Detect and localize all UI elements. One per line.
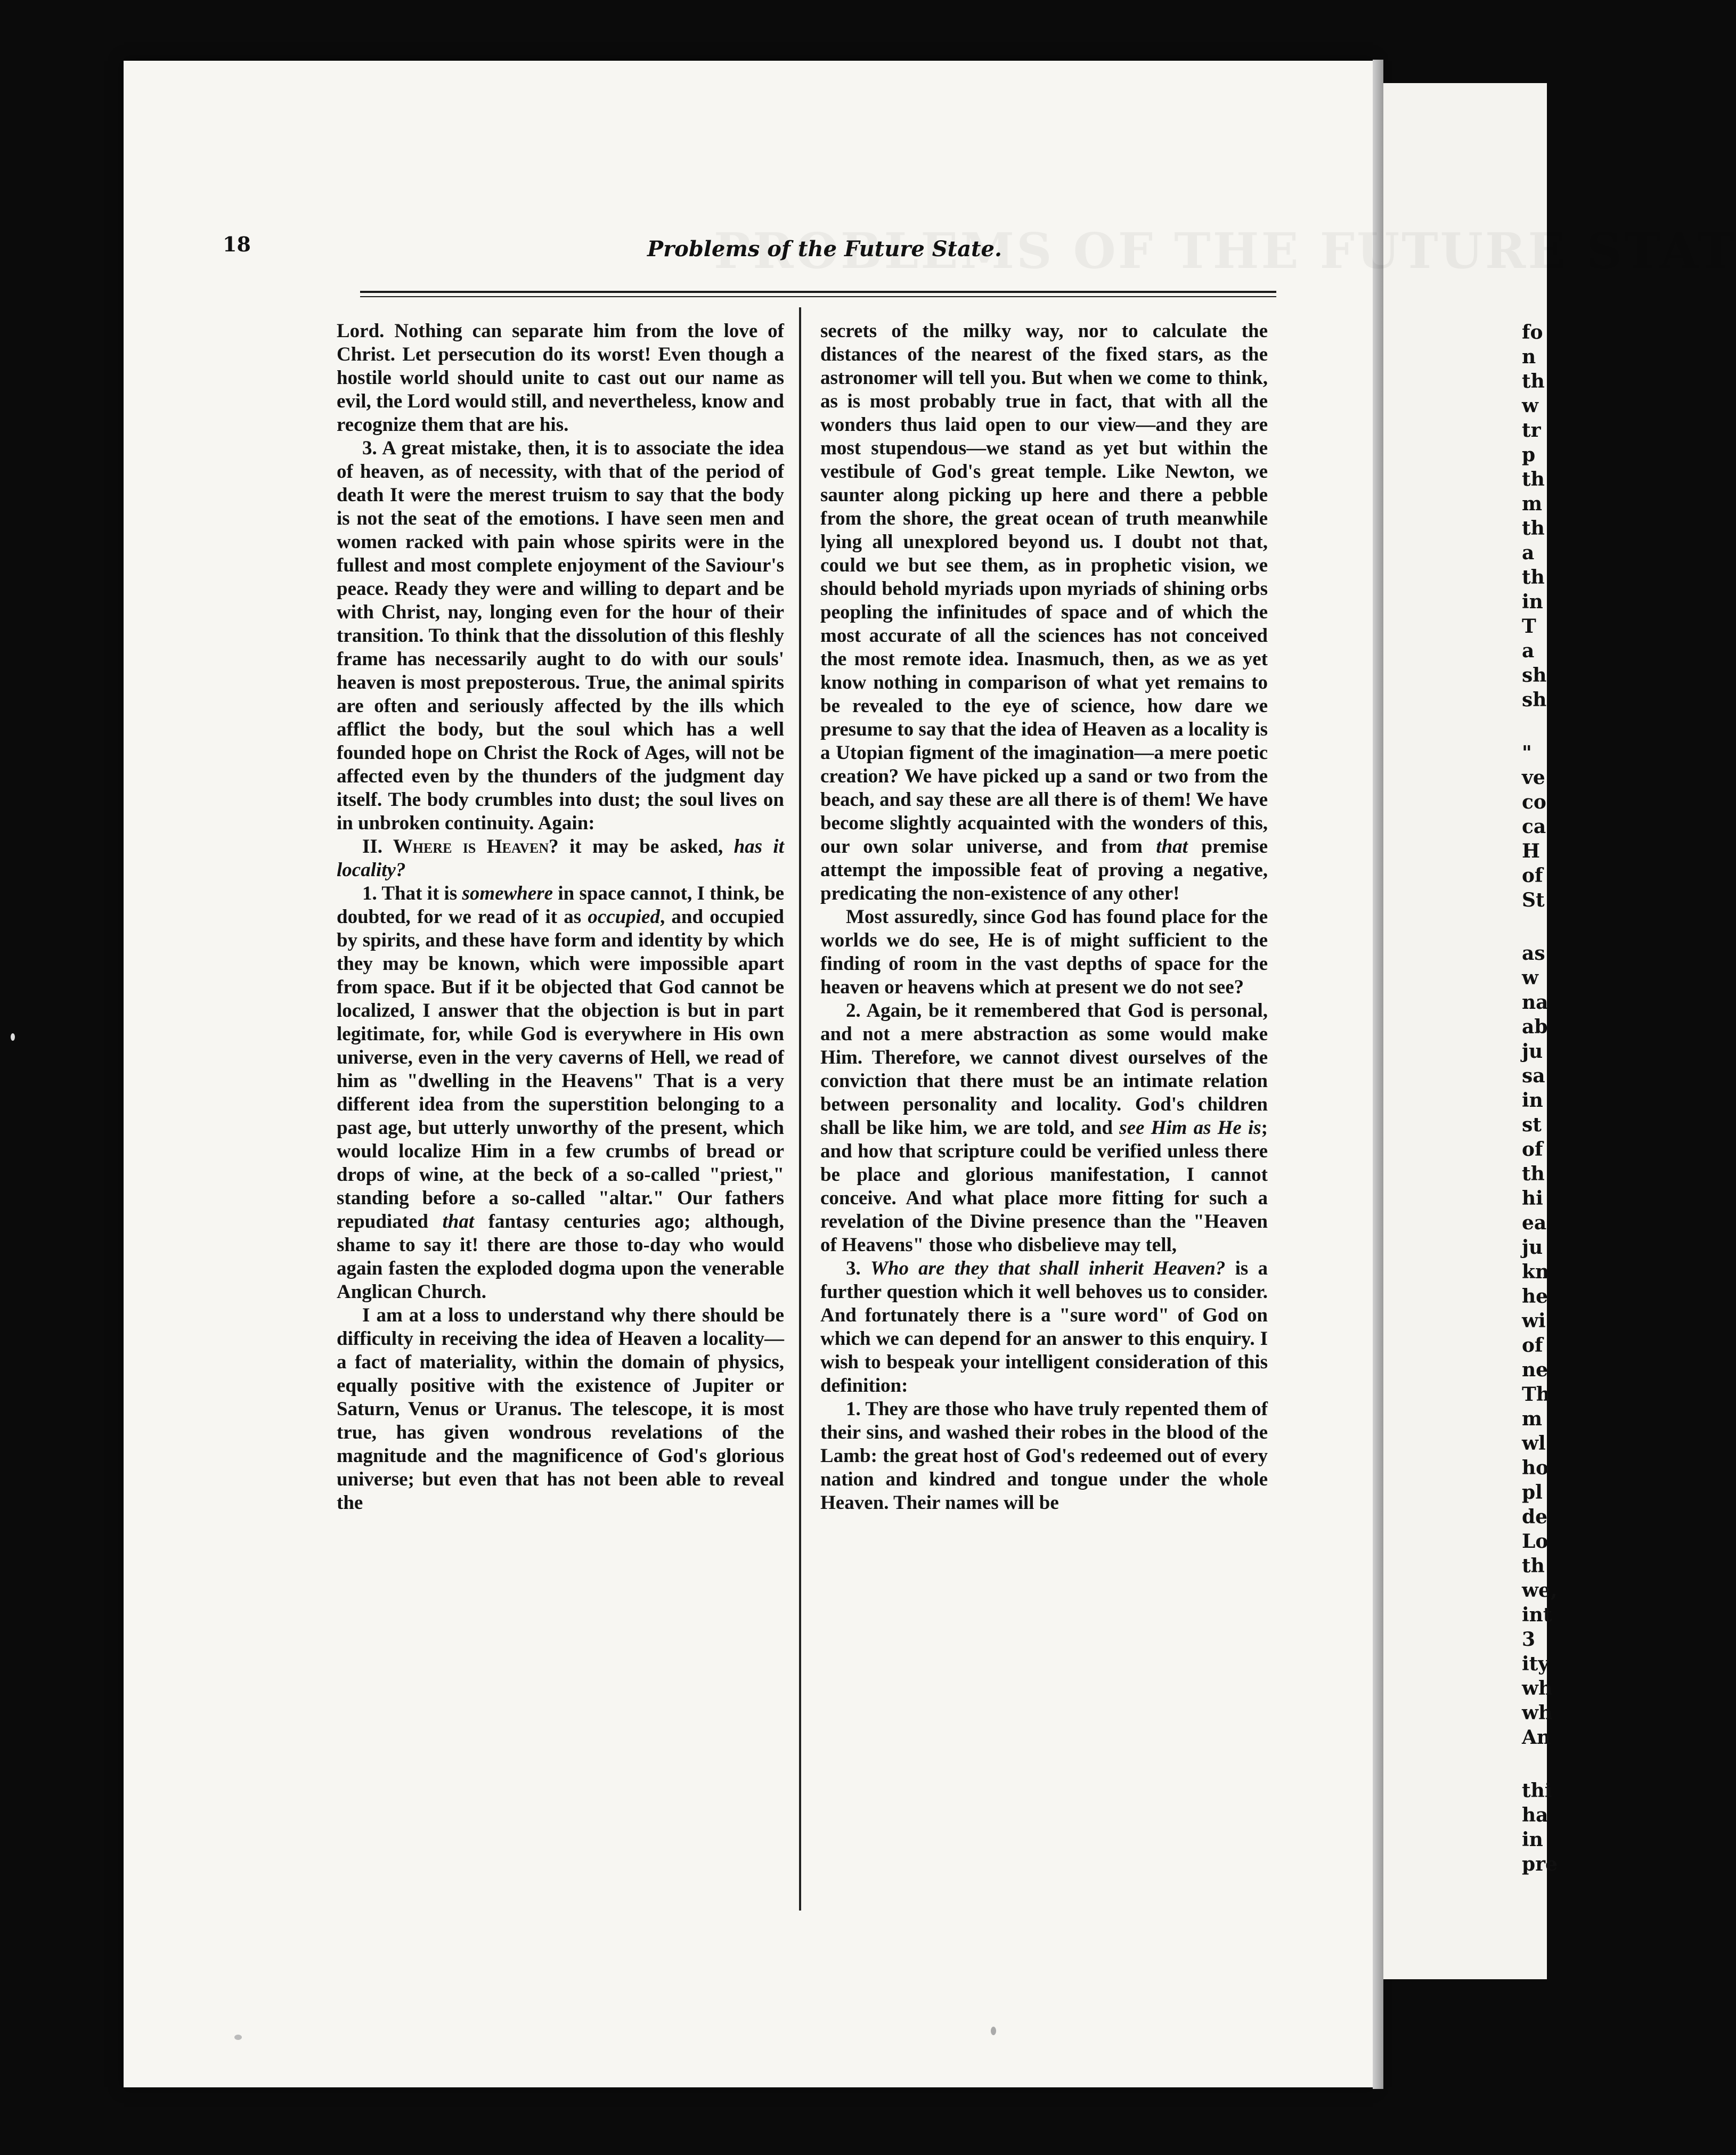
adjacent-page-fragment: " xyxy=(1522,742,1532,764)
adjacent-page-fragment: ne xyxy=(1522,1359,1548,1381)
adjacent-page-fragment: thi xyxy=(1522,1779,1552,1802)
adjacent-page-fragment: of xyxy=(1522,864,1543,887)
heading-text: II. Where is Heaven? xyxy=(362,836,559,858)
adjacent-page-fragment: pre xyxy=(1522,1853,1558,1875)
italic-run: Who are they that shall inherit Heaven? xyxy=(870,1258,1226,1279)
paragraph xyxy=(820,999,1268,1257)
adjacent-page-fragment: in xyxy=(1522,1089,1543,1112)
adjacent-page-fragment: co xyxy=(1522,791,1546,813)
adjacent-page-fragment: ab xyxy=(1522,1016,1548,1038)
adjacent-page-fragment: na xyxy=(1522,991,1548,1014)
text-run: , and occupied by spirits, and these have form and identity by which they may be known, which were impossible apart from space. But if it be objected that God cannot be localized, I answer that the objection is but in part legitimate, for, while God is everywhere in His own universe, even in the very caverns of Hell, we read of him as "dwelling in the Heavens" That is a very different idea from the superstition belonging to a past age, but utterly unworthy of the present, which would localize Him in a few crumbs of bread or drops of wine, at the beck of a so-called "priest," standing before a so-called "altar." Our fathers repudiated xyxy=(337,906,784,1232)
film-speck xyxy=(991,2027,996,2035)
adjacent-page-fragment: of xyxy=(1522,1138,1543,1161)
adjacent-page-fragment: a xyxy=(1522,542,1535,564)
adjacent-page xyxy=(1383,83,1558,1979)
adjacent-page-fragment: a xyxy=(1522,640,1535,662)
text-run: fantasy centuries ago; although, shame to say it! there are those to-day who would again fasten the exploded dogma upon the venerable Anglican Church. xyxy=(337,1211,785,1303)
italic-run: somewhere xyxy=(462,883,553,904)
italic-run: that xyxy=(1156,836,1188,858)
adjacent-page-fragment: wh xyxy=(1522,1702,1553,1724)
adjacent-page-fragment: w xyxy=(1522,967,1538,989)
adjacent-page-fragment: 3 xyxy=(1522,1628,1536,1651)
header-rule-bottom xyxy=(360,296,1276,297)
adjacent-page-fragment: in xyxy=(1522,591,1543,613)
adjacent-page-fragment: wl xyxy=(1522,1432,1546,1455)
paragraph: I am at a loss to understand why there should be difficulty in receiving the idea of Heaven a locality—a fact of materiality, within the domain of physics, equally positive with the existence of Jupiter or Saturn, Venus or Uranus. The telescope, it is most true, has given wondrous revelations of the magnitude and the magnificence of God's glorious universe; but even that has not been able to reveal the xyxy=(337,1304,784,1514)
adjacent-page-fragment: th xyxy=(1522,566,1545,589)
adjacent-page-fragment: de xyxy=(1522,1506,1548,1528)
adjacent-page-fragment: ho xyxy=(1522,1457,1549,1479)
adjacent-page-fragment: kn xyxy=(1522,1261,1550,1283)
adjacent-page-fragment: th xyxy=(1522,517,1545,540)
adjacent-page-fragment: m xyxy=(1522,493,1543,515)
adjacent-page-fragment: p xyxy=(1522,444,1536,466)
adjacent-page-fragment: ea xyxy=(1522,1212,1547,1234)
adjacent-page-fragment: ity xyxy=(1522,1653,1550,1675)
adjacent-page-fragment: w xyxy=(1522,395,1538,417)
adjacent-page-fragment: ve xyxy=(1522,766,1545,789)
running-title: Problems of the Future State. xyxy=(647,236,1002,262)
left-column xyxy=(337,320,784,1515)
adjacent-page-fragment: th xyxy=(1522,370,1545,393)
paragraph xyxy=(820,320,1268,905)
paragraph: 1. They are those who have truly repented them of their sins, and washed their robes in the blood of the Lamb: the great host of God's redeemed out of every nation and kindred and tongue under the whole Heaven. Their names will be xyxy=(820,1398,1268,1514)
gutter-shadow xyxy=(1373,60,1383,2089)
adjacent-page-fragment: Lo xyxy=(1522,1530,1548,1553)
text-run: premise attempt the impossible feat of proving a negative, predicating the non-existence of any other! xyxy=(820,836,1268,904)
adjacent-page-fragment: tr xyxy=(1522,419,1541,442)
text-run: secrets of the milky way, nor to calculate the distances of the nearest of the fixed stars, as the astronomer will tell you. But when we come to think, as is most probably true in fact, that with all the wonders thus laid open to our view—and they are most stupendous—we stand as yet but within the vestibule of God's great temple. Like Newton, we saunter along picking up here and there a pebble from the shore, the great ocean of truth meanwhile lying all unexplored beyond us. I doubt not that, could we but see them, as in prophetic vision, we should behold myriads upon myriads of shining orbs peopling the infinitudes of space and of which the most accurate of all the sciences has not conceived the most remote idea. Inasmuch, then, as we as yet know nothing in comparison of what yet remains to be revealed to the eye of science, how dare we presume to say that the idea of Heaven as a locality is a Utopian figment of the imagination—a mere poetic creation? We have picked up a sand or two from the beach, and say these are all there is of them! We have become slightly acquainted with the wonders of this, our own solar universe, and from xyxy=(820,320,1268,858)
italic-run: that xyxy=(442,1211,475,1232)
heading-italic: has it locality? xyxy=(337,836,784,881)
paragraph xyxy=(820,1257,1268,1398)
adjacent-page-fragment: st xyxy=(1522,1114,1542,1136)
adjacent-page-fragment: int xyxy=(1522,1604,1552,1626)
adjacent-page-fragment: ju xyxy=(1522,1040,1543,1063)
adjacent-page-fragment: hi xyxy=(1522,1187,1543,1210)
text-run: in space cannot, I think, be doubted, for we read of it as xyxy=(337,883,784,928)
adjacent-page-fragment: in xyxy=(1522,1829,1543,1851)
film-speck xyxy=(11,1033,15,1041)
adjacent-page-fragment: An xyxy=(1522,1726,1551,1749)
adjacent-page-fragment: we, xyxy=(1522,1579,1558,1602)
adjacent-page-fragment: sh xyxy=(1522,689,1547,711)
adjacent-page-fragment: ju xyxy=(1522,1236,1543,1259)
paragraph: Lord. Nothing can separate him from the love of Christ. Let persecution do its worst! Even though a hostile world should unite to cast out our name as evil, the Lord would still, and nevertheless, know and recognize them that are his. xyxy=(337,320,784,436)
heading-rest: it may be asked, xyxy=(558,836,734,858)
adjacent-page-fragment: wh xyxy=(1522,1677,1553,1700)
adjacent-page-fragment: ca xyxy=(1522,815,1546,838)
column-divider xyxy=(799,307,801,1911)
page-number: 18 xyxy=(223,232,251,256)
text-run: 1. That it is xyxy=(362,883,462,904)
adjacent-page-fragment: wi xyxy=(1522,1310,1546,1332)
adjacent-page-fragment: th xyxy=(1522,1555,1545,1577)
paragraph xyxy=(337,882,784,1304)
adjacent-page-fragment: Th xyxy=(1522,1383,1550,1406)
adjacent-page-fragment: T xyxy=(1522,615,1536,638)
adjacent-page-fragment: St xyxy=(1522,889,1545,911)
adjacent-page-fragment: ha xyxy=(1522,1804,1548,1826)
text-run: ; and how that scripture could be verified unless there be place and glorious manifestation, I cannot conceive. And what place more fitting for such a revelation of the Divine presence than the "Heaven of Heavens" those who disbelieve may tell, xyxy=(820,1117,1268,1256)
section-heading xyxy=(337,835,784,882)
text-run: is a further question which it well behoves us to consider. And fortunately there is a "sure word" of God on which we can depend for an answer to this enquiry. I wish to bespeak your intelligent consideration of this definition: xyxy=(820,1258,1268,1397)
adjacent-page-fragment: of xyxy=(1522,1334,1543,1357)
paragraph: Most assuredly, since God has found place for the worlds we do see, He is of might sufficient to the finding of room in the vast depths of space for the heaven or heavens which at present we do not see? xyxy=(820,906,1268,998)
adjacent-page-fragment: H xyxy=(1522,840,1541,862)
text-run: 3. xyxy=(846,1258,870,1279)
adjacent-page-fragment: sh xyxy=(1522,664,1547,687)
adjacent-page-fragment: n xyxy=(1522,346,1536,368)
italic-run: occupied xyxy=(588,906,660,928)
right-column xyxy=(820,320,1268,1515)
italic-run: see Him as He is xyxy=(1119,1117,1261,1139)
adjacent-page-fragment: th xyxy=(1522,1163,1545,1185)
header-rule-top xyxy=(360,291,1276,293)
film-speck xyxy=(234,2035,242,2040)
adjacent-page-fragment: th xyxy=(1522,468,1545,491)
adjacent-page-fragment: fo xyxy=(1522,321,1543,344)
text-run: 2. Again, be it remembered that God is personal, and not a mere abstraction as some would make Him. Therefore, we cannot divest ourselves of the conviction that there must be an intimate relation between personality and locality. God's children shall be like him, we are told, and xyxy=(820,1000,1268,1139)
adjacent-page-fragment: he xyxy=(1522,1285,1548,1308)
adjacent-page-fragment: as xyxy=(1522,942,1545,965)
adjacent-page-fragment: sa xyxy=(1522,1065,1545,1087)
adjacent-page-fragment: pl xyxy=(1522,1481,1543,1504)
adjacent-page-fragment: m xyxy=(1522,1408,1543,1430)
paragraph: 3. A great mistake, then, it is to associate the idea of heaven, as of necessity, with that of the period of death It were the merest truism to say that the body is not the seat of the emotions. I have seen men and women racked with pain whose spirits were in the fullest and most complete enjoyment of the Saviour's peace. Ready they were and willing to depart and be with Christ, nay, longing even for the hour of their transition. To think that the dissolution of this fleshly frame has necessarily aught to do with our souls' heaven is most preposterous. True, the animal spirits are often and seriously affected by the ills which afflict the body, but the soul which has a well founded hope on Christ the Rock of Ages, will not be affected even by the thunders of the judgment day itself. The body crumbles into dust; the soul lives on in unbroken continuity. Again: xyxy=(337,437,784,834)
